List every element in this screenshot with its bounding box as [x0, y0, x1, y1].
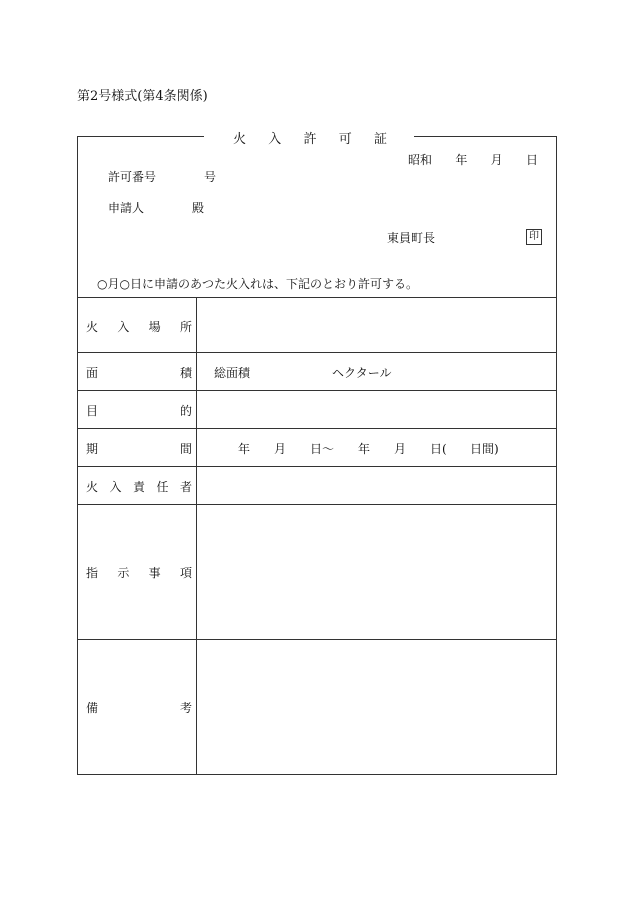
divider	[78, 639, 556, 640]
label-responsible: 火 入 責 任 者	[86, 480, 192, 494]
label-purpose: 目 的	[86, 404, 192, 418]
period-end-day: 日(	[430, 442, 447, 456]
permit-statement: ○月○日に申請のあつた火入れは、下記のとおり許可する。	[97, 277, 418, 291]
issuer-name: 東員町長	[387, 231, 436, 245]
permit-number-label: 許可番号	[108, 170, 157, 184]
permit-number-suffix: 号	[204, 170, 217, 184]
top-border-right	[414, 136, 556, 137]
period-start-month: 月	[274, 442, 287, 456]
divider	[78, 428, 556, 429]
applicant-label: 申請人	[108, 201, 145, 215]
label-remarks: 備 考	[86, 701, 192, 715]
applicant-honorific: 殿	[192, 201, 205, 215]
period-start-year: 年	[238, 442, 251, 456]
title-char: 証	[373, 132, 387, 147]
title-char: 許	[303, 132, 317, 147]
divider	[78, 504, 556, 505]
seal-mark: 印	[526, 229, 542, 245]
title-char: 入	[268, 132, 282, 147]
title-char: 火	[233, 132, 247, 147]
top-border-left	[78, 136, 204, 137]
date-year: 年	[455, 153, 468, 167]
date-day: 日	[525, 153, 538, 167]
label-period: 期 間	[86, 442, 192, 456]
permit-form	[77, 132, 557, 775]
date-line	[408, 151, 538, 168]
column-divider	[196, 297, 197, 774]
period-end-year: 年	[358, 442, 371, 456]
form-number: 第2号様式(第4条関係)	[77, 89, 208, 104]
date-month: 月	[490, 153, 503, 167]
period-start-day: 日～	[310, 442, 335, 456]
divider	[78, 390, 556, 391]
label-instructions: 指 示 事 項	[86, 566, 192, 580]
total-area-label: 総面積	[214, 366, 251, 380]
date-era: 昭和	[408, 153, 433, 167]
divider	[78, 297, 556, 298]
divider	[78, 466, 556, 467]
divider	[78, 352, 556, 353]
form-title	[233, 128, 387, 147]
title-char: 可	[338, 132, 352, 147]
period-days: 日間)	[470, 442, 499, 456]
label-area: 面 積	[86, 366, 192, 380]
area-unit: ヘクタール	[332, 366, 392, 380]
period-end-month: 月	[394, 442, 407, 456]
label-location: 火 入 場 所	[86, 320, 192, 334]
